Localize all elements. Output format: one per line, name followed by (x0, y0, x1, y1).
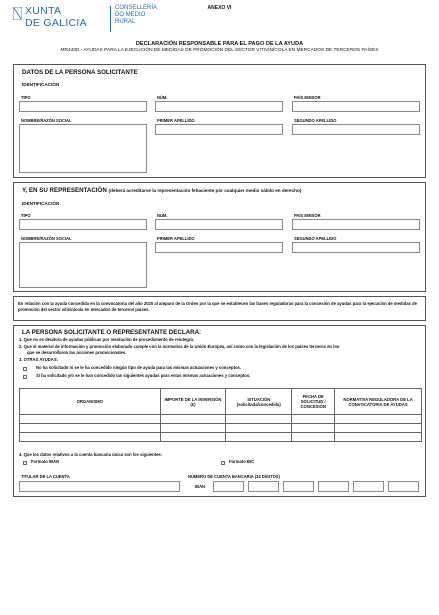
account-number-label: NÚMERO DE CUENTA BANCARIA (24 DÍGITOS) (188, 474, 280, 479)
iban-block-4[interactable] (318, 481, 349, 492)
rep-identification-heading: IDENTIFICACIÓN (22, 201, 60, 206)
tipo-label: TIPO (21, 95, 31, 100)
rep-nombre-label: NOMBRE/RAZÓN SOCIAL (21, 236, 72, 241)
primer-apellido-field[interactable] (155, 124, 283, 135)
iban-block-1[interactable] (213, 481, 244, 492)
no-other-aid-label: No ha solicitado ni se le ha concedido ningún tipo de ayuda para las mismas actuaciones y conceptos. (36, 365, 242, 370)
representative-note: (deberá acreditarse la representación fehaciente por cualquier medio válido en derecho) (108, 188, 302, 193)
representative-section (13, 182, 426, 292)
relation-text: En relación con la ayuda concedida en la convocatoria del año 2020 al amparo de la Orden por la que se establecen las bases reguladoras para la concesión de ayudas para la ejecución de medidas de promoción del sector vitivinícola en mercados de terceros países. (18, 301, 417, 312)
logo-department: CONSELLERÍA DO MEDIO RURAL (115, 5, 157, 25)
col-header-situacion: SITUACIÓN (solicitada/concedida) (226, 389, 292, 415)
table-cell[interactable] (160, 415, 226, 424)
table-cell[interactable] (292, 415, 335, 424)
applicant-section (13, 64, 426, 178)
bic-format-label: Formato BIC (229, 459, 255, 464)
table-cell[interactable] (292, 433, 335, 442)
table-row (20, 415, 422, 424)
logo-text-line2: DE GALICIA (25, 17, 87, 29)
tipo-field[interactable] (19, 101, 147, 112)
table-cell[interactable] (20, 424, 161, 433)
num-field[interactable] (155, 101, 283, 112)
table-header-row (20, 389, 422, 415)
applicant-section-title: DATOS DE LA PERSONA SOLICITANTE (22, 69, 138, 76)
other-aid-label: Sí ha solicitado y/o se le han concedido las siguientes ayudas para estas mismas actuaciones y conceptos: (36, 373, 251, 378)
logo-text-line1: XUNTA (25, 5, 62, 17)
table-cell[interactable] (335, 433, 422, 442)
declaration-item-3: 3. OTRAS AYUDAS: (19, 357, 59, 362)
col-header-organismo: ORGANISMO (20, 389, 161, 415)
table-cell[interactable] (160, 433, 226, 442)
table-cell[interactable] (292, 424, 335, 433)
rep-tipo-field[interactable] (19, 219, 147, 230)
declaration-item-4: 4. Que los datos relativos a la cuenta bancaria única son los siguientes: (19, 452, 163, 457)
iban-prefix-label: IBAN (195, 484, 206, 489)
identification-heading: IDENTIFICACIÓN (22, 82, 60, 87)
representative-section-title (22, 187, 301, 194)
rep-pais-emisor-field[interactable] (292, 219, 420, 230)
segundo-apellido-label: SEGUNDO APELLIDO (294, 118, 337, 123)
account-holder-label: TITULAR DE LA CUENTA (21, 474, 70, 479)
rep-nombre-field[interactable] (19, 242, 147, 288)
pais-emisor-field[interactable] (292, 101, 420, 112)
table-cell[interactable] (20, 415, 161, 424)
nombre-field[interactable] (19, 124, 147, 173)
pais-emisor-label: PAÍS EMISOR (294, 95, 321, 100)
declaration-item-2-cont: que se desarrollaron las acciones promocionales. (27, 350, 127, 355)
declaration-section-title: LA PERSONA SOLICITANTE O REPRESENTANTE DECLARA: (22, 329, 202, 336)
iban-block-3[interactable] (283, 481, 314, 492)
table-row (20, 433, 422, 442)
table-cell[interactable] (335, 415, 422, 424)
rep-pais-emisor-label: PAÍS EMISOR (294, 213, 321, 218)
other-aid-checkbox[interactable] (23, 375, 27, 379)
rep-primer-apellido-label: PRIMER APELLIDO (157, 236, 195, 241)
nombre-label: NOMBRE/RAZÓN SOCIAL (21, 118, 72, 123)
table-cell[interactable] (335, 424, 422, 433)
col-header-normativa: NORMATIVA REGULADORA DE LA CONVOCATORIA DE AYUDAS (335, 389, 422, 415)
table-cell[interactable] (226, 424, 292, 433)
rep-num-label: NÚM. (157, 213, 168, 218)
declaration-item-2: 2. Que el material de información y promoción elaborado cumple con la normativa de la Unión Europea, así como con la legislación de los países terceros en los (19, 344, 340, 349)
table-cell[interactable] (20, 433, 161, 442)
other-aid-table (19, 388, 422, 442)
declaration-section (13, 325, 426, 497)
document-subtitle: MR440D - AYUDAS PARA LA EJECUCIÓN DE MEDIDAS DE PROMOCIÓN DEL SECTOR VITIVINÍCOLA EN MERCADOS DE TERCEROS PAÍSES (60, 48, 379, 53)
rep-tipo-label: TIPO (21, 213, 31, 218)
rep-segundo-apellido-field[interactable] (292, 242, 420, 253)
segundo-apellido-field[interactable] (292, 124, 420, 135)
table-cell[interactable] (160, 424, 226, 433)
no-other-aid-checkbox[interactable] (23, 367, 27, 371)
iban-block-2[interactable] (248, 481, 279, 492)
table-cell[interactable] (226, 415, 292, 424)
num-label: NÚM. (157, 95, 168, 100)
bic-format-radio[interactable] (221, 461, 225, 465)
relation-section (13, 296, 426, 321)
rep-primer-apellido-field[interactable] (155, 242, 283, 253)
iban-format-radio[interactable] (23, 461, 27, 465)
col-header-fecha: FECHA DE SOLICITUD / CONCESIÓN (292, 389, 335, 415)
document-title: DECLARACIÓN RESPONSABLE PARA EL PAGO DE LA AYUDA (135, 41, 304, 47)
col-header-importe: IMPORTE DE LA INVERSIÓN (€) (160, 389, 226, 415)
annex-label: ANEXO VI (207, 5, 232, 11)
iban-block-5[interactable] (353, 481, 384, 492)
table-row (20, 424, 422, 433)
rep-segundo-apellido-label: SEGUNDO APELLIDO (294, 236, 337, 241)
rep-num-field[interactable] (155, 219, 283, 230)
representative-title-text: Y, EN SU REPRESENTACIÓN (22, 187, 107, 194)
iban-block-6[interactable] (388, 481, 419, 492)
primer-apellido-label: PRIMER APELLIDO (157, 118, 195, 123)
declaration-item-1: 1. Que no es deudora de ayudas públicas por resolución de procedimiento de reintegro. (19, 337, 195, 342)
table-cell[interactable] (226, 433, 292, 442)
account-holder-field[interactable] (19, 481, 180, 492)
iban-format-label: Formato IBAN (31, 459, 60, 464)
